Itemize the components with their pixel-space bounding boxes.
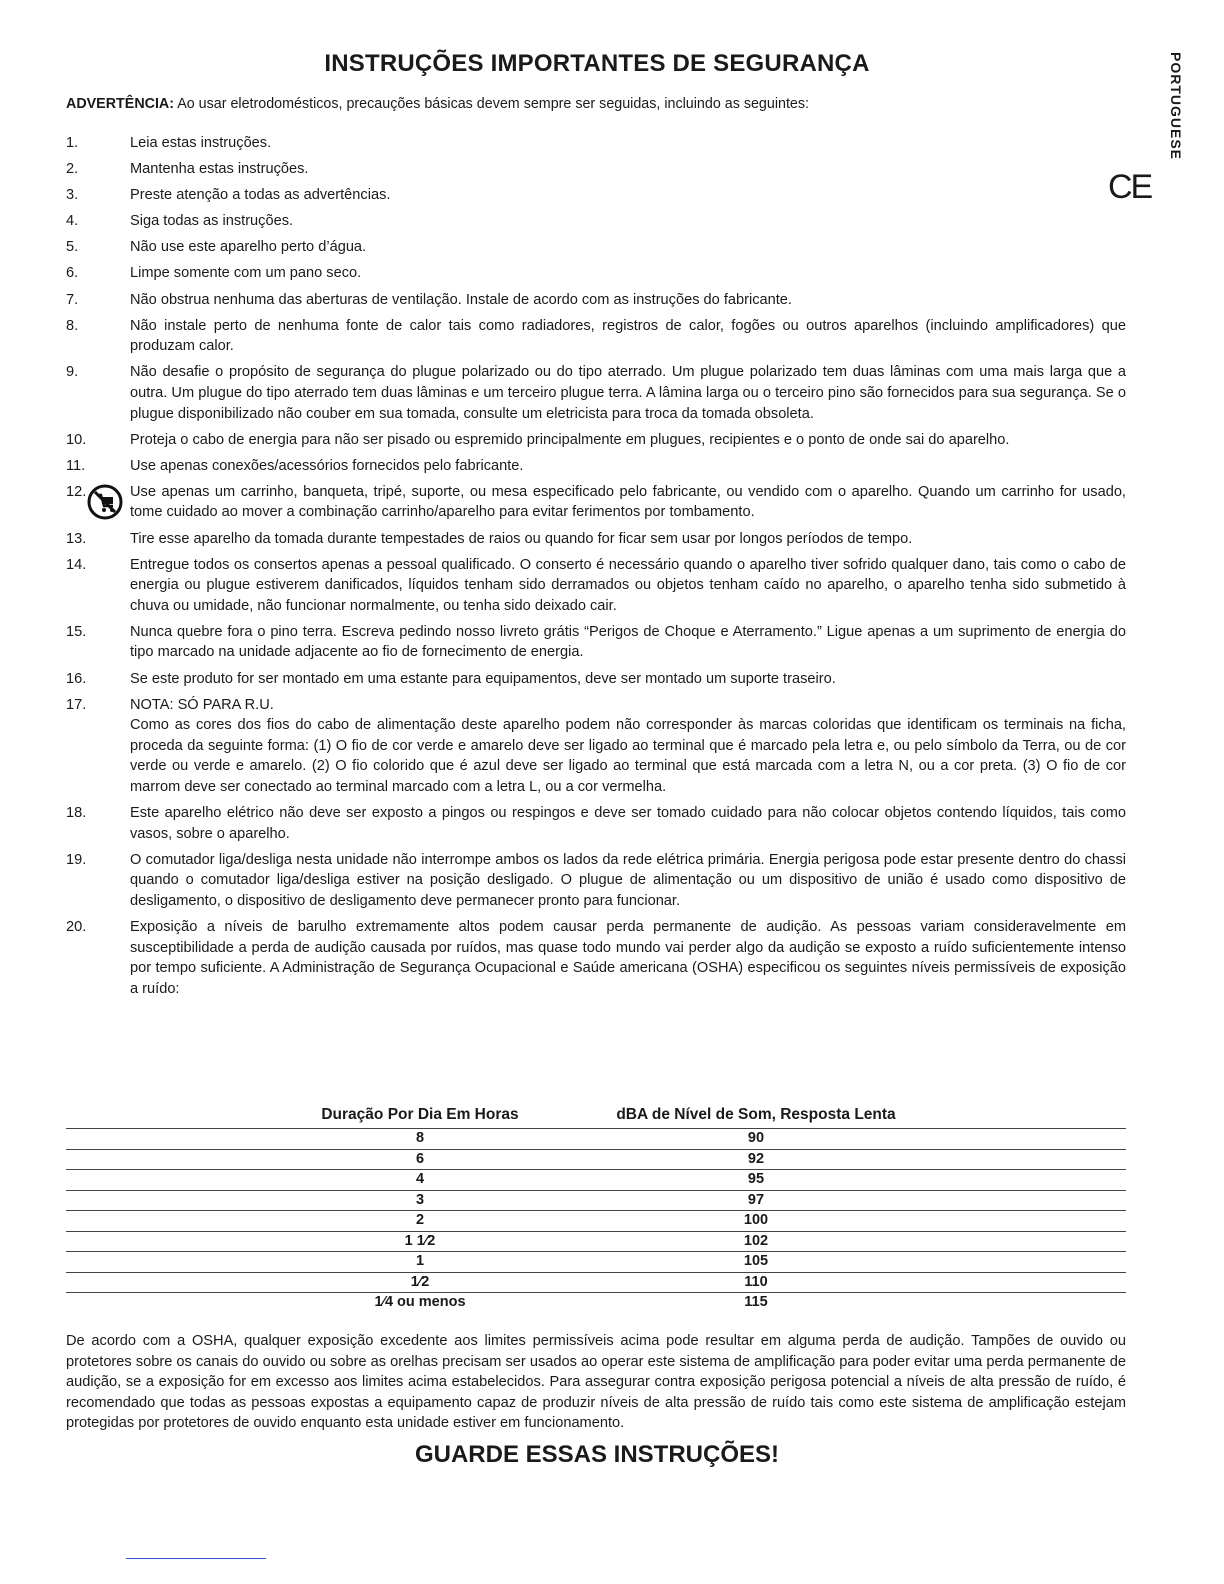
table-row bbox=[66, 1292, 1126, 1313]
item-text: Não desafie o propósito de segurança do plugue polarizado ou do tipo aterrado. Um plugue polarizado tem duas lâminas com uma mais larga que a outra. Um plugue do tipo aterrado tem duas lâminas e um terceiro plugue terra. A lâmina larga ou o terceiro pino são fornecidos para sua segurança. Se o plugue disponibilizado não couber em sua tomada, consulte um eletricista para troca da tomada obsoleta. bbox=[130, 364, 1126, 422]
uk-note-label: NOTA: SÓ PARA R.U. bbox=[130, 696, 274, 713]
dba-cell: 102 bbox=[743, 1232, 769, 1249]
dba-cell: 100 bbox=[743, 1212, 769, 1228]
table-row bbox=[66, 1231, 1126, 1252]
duration-cell: 1⁄4 ou menos bbox=[374, 1294, 466, 1310]
item-number: 1. bbox=[66, 135, 79, 151]
item-text: Siga todas as instruções. bbox=[130, 213, 294, 230]
item-text: Exposição a níveis de barulho extremamente altos podem causar perda permanente de audição. As pessoas variam consideravelmente em susceptibilidade a perda de audição causada por ruídos, mas quase todo mundo vai perder algo da audição se exposto a ruído suficientemente intenso por tempo suficiente. A Administração de Segurança Ocupacional e Saúde americana (OSHA) especificou os seguintes níveis permissíveis de exposição a ruído: bbox=[130, 919, 1126, 997]
item-number: 8. bbox=[66, 317, 79, 334]
page-title: INSTRUÇÕES IMPORTANTES DE SEGURANÇA bbox=[324, 50, 870, 77]
list-item bbox=[66, 237, 1126, 258]
item-number-cell bbox=[66, 482, 130, 523]
table-header-row bbox=[66, 1106, 1126, 1128]
item-text: Não use este aparelho perto d’água. bbox=[130, 239, 367, 256]
item-number: 16. bbox=[66, 670, 87, 687]
ce-mark-icon: CE bbox=[1108, 168, 1152, 206]
item-text: Não instale perto de nenhuma fonte de calor tais como radiadores, registros de calor, fogões ou outros aparelhos (incluindo amplificadores) que produzam calor. bbox=[130, 317, 1126, 355]
cart-tip-over-warning-icon bbox=[87, 484, 123, 520]
item-text: Este aparelho elétrico não deve ser exposto a pingos ou respingos e deve ser tomado cuidado para não colocar objetos contendo líquidos, tais como vasos, sobre o aparelho. bbox=[130, 805, 1126, 842]
item-number: 20. bbox=[66, 919, 87, 936]
item-text: Mantenha estas instruções. bbox=[130, 161, 309, 178]
table-row bbox=[66, 1128, 1126, 1149]
item-text: Como as cores dos fios do cabo de alimentação deste aparelho podem não corresponder às marcas coloridas que identificam os terminais na ficha, proceda da seguinte forma: (1) O fio de cor verde e amarelo deve ser ligado ao terminal que é marcado pela letra e, ou pelo símbolo da Terra, ou de cor verde ou verde e amarelo. (2) O fio colorido que é azul deve ser ligado ao terminal que está marcada com a letra N, ou a cor preta. (3) O fio de cor marrom deve ser conectado ao terminal marcado com a letra L, ou a cor vermelha. bbox=[130, 717, 1126, 796]
item-text-block bbox=[130, 695, 1126, 798]
duration-cell: 4 bbox=[415, 1171, 425, 1187]
duration-cell: 8 bbox=[415, 1130, 425, 1146]
warning-text: Ao usar eletrodomésticos, precauções básicas devem sempre ser seguidas, incluindo as seguintes: bbox=[174, 96, 809, 112]
item-text: Se este produto for ser montado em uma estante para equipamentos, deve ser montado um suporte traseiro. bbox=[130, 670, 836, 687]
item-number: 7. bbox=[66, 291, 79, 308]
warning-line bbox=[66, 96, 1126, 112]
list-item bbox=[66, 430, 1126, 451]
item-number: 5. bbox=[66, 239, 79, 256]
item-text: Nunca quebre fora o pino terra. Escreva pedindo nosso livreto grátis “Perigos de Choque e Aterramento.” Ligue apenas a um suprimento de energia do tipo marcado na unidade adjacente ao fio de fornecimento de energia. bbox=[130, 623, 1126, 661]
list-item bbox=[66, 133, 1126, 154]
header-duration: Duração Por Dia Em Horas bbox=[321, 1106, 519, 1123]
table-row bbox=[66, 1169, 1126, 1190]
item-text: Limpe somente com um pano seco. bbox=[130, 265, 362, 282]
dba-cell: 110 bbox=[744, 1273, 768, 1290]
list-item bbox=[66, 456, 1126, 477]
item-number: 15. bbox=[66, 623, 87, 640]
table-row bbox=[66, 1251, 1126, 1272]
item-number: 11. bbox=[66, 457, 86, 474]
item-text: Use apenas conexões/acessórios fornecidos pelo fabricante. bbox=[130, 457, 524, 474]
item-number: 18. bbox=[66, 805, 87, 822]
duration-cell: 3 bbox=[415, 1191, 425, 1208]
item-text: Use apenas um carrinho, banqueta, tripé, suporte, ou mesa especificado pelo fabricante, ou vendido com o aparelho. Quando um carrinho for usado, tome cuidado ao mover a combinação carrinho/aparelho para evitar ferimentos por tombamento. bbox=[130, 483, 1126, 521]
dba-cell: 95 bbox=[747, 1171, 765, 1187]
item-number: 9. bbox=[66, 364, 79, 381]
list-item bbox=[66, 362, 1126, 424]
dba-cell: 105 bbox=[743, 1253, 769, 1269]
duration-cell: 6 bbox=[415, 1150, 425, 1167]
table-row bbox=[66, 1272, 1126, 1293]
duration-cell: 1⁄2 bbox=[410, 1273, 430, 1290]
list-item bbox=[66, 290, 1126, 311]
warning-label: ADVERTÊNCIA: bbox=[66, 96, 175, 112]
list-item bbox=[66, 622, 1126, 663]
list-item bbox=[66, 850, 1126, 912]
duration-cell: 1 1⁄2 bbox=[404, 1232, 436, 1249]
list-item bbox=[66, 211, 1126, 232]
item-text: Preste atenção a todas as advertências. bbox=[130, 187, 391, 204]
duration-cell: 2 bbox=[415, 1212, 425, 1228]
item-number: 2. bbox=[66, 161, 79, 178]
list-item bbox=[66, 316, 1126, 357]
item-number: 3. bbox=[66, 187, 79, 204]
item-number: 14. bbox=[66, 556, 87, 573]
item-text: Proteja o cabo de energia para não ser pisado ou espremido principalmente em plugues, recipientes e o ponto de onde sai do aparelho. bbox=[130, 431, 1010, 448]
item-text: Tire esse aparelho da tomada durante tempestades de raios ou quando for ficar sem usar por longos períodos de tempo. bbox=[130, 530, 913, 547]
item-number: 13. bbox=[66, 530, 87, 547]
save-instructions-heading: GUARDE ESSAS INSTRUÇÕES! bbox=[414, 1441, 780, 1468]
table-row bbox=[66, 1210, 1126, 1231]
dba-cell: 97 bbox=[747, 1191, 765, 1208]
bottom-divider bbox=[126, 1558, 266, 1559]
table-row bbox=[66, 1149, 1126, 1170]
duration-cell: 1 bbox=[415, 1253, 425, 1269]
list-item bbox=[66, 529, 1126, 550]
list-item bbox=[66, 917, 1126, 999]
item-text: O comutador liga/desliga nesta unidade não interrompe ambos os lados da rede elétrica primária. Energia perigosa pode estar presente dentro do chassi quando o comutador liga/desliga estiver na posição desligado. O plugue de alimentação ou um dispositivo de união é usado como dispositivo de desligamento, o dispositivo de desligamento deve permanecer pronto para funcionar. bbox=[130, 851, 1126, 909]
item-number: 17. bbox=[66, 696, 87, 713]
list-item bbox=[66, 159, 1126, 180]
dba-cell: 90 bbox=[747, 1130, 765, 1146]
dba-cell: 92 bbox=[747, 1150, 765, 1167]
header-sound-level: dBA de Nível de Som, Resposta Lenta bbox=[616, 1106, 896, 1123]
item-number: 10. bbox=[66, 431, 87, 448]
list-item bbox=[66, 263, 1126, 284]
list-item bbox=[66, 482, 1126, 523]
item-text: Leia estas instruções. bbox=[130, 135, 272, 151]
osha-paragraph: De acordo com a OSHA, qualquer exposição excedente aos limites permissíveis acima pode resultar em alguma perda de audição. Tampões de ouvido ou protetores sobre os canais do ouvido ou sobre as orelhas precisam ser usados ao operar este sistema de amplificação para poder evitar uma perda permanente de audição, se a exposição for em excesso aos limites acima estabelecidos. Para assegurar contra exposição perigosa potencial a níveis de alta pressão de ruído, é recomendado que todas as pessoas expostas a equipamento capaz de produzir níveis de alta pressão de ruído tais como este sistema de amplificação estejam protegidas por protetores de ouvido enquanto esta unidade estiver em funcionamento. bbox=[66, 1333, 1126, 1431]
item-text: Não obstrua nenhuma das aberturas de ventilação. Instale de acordo com as instruções do fabricante. bbox=[130, 291, 792, 308]
item-number: 19. bbox=[66, 851, 87, 868]
noise-exposure-table bbox=[66, 1106, 1126, 1313]
list-item bbox=[66, 555, 1126, 617]
item-text: Entregue todos os consertos apenas a pessoal qualificado. O conserto é necessário quando o aparelho tiver sofrido qualquer dano, tais como o cabo de energia ou plugue estiverem danificados, líquidos tenham sido derramados ou objetos tenham caído no aparelho, o aparelho tenha sido submetido à chuva ou umidade, não funcionar normalmente, ou tenha sido deixado cair. bbox=[130, 556, 1126, 614]
list-item bbox=[66, 695, 1126, 798]
list-item bbox=[66, 185, 1126, 206]
item-number: 12. bbox=[66, 483, 87, 500]
dba-cell: 115 bbox=[744, 1294, 768, 1310]
item-number: 6. bbox=[66, 265, 79, 282]
instruction-list bbox=[66, 133, 1126, 1005]
item-number: 4. bbox=[66, 213, 79, 230]
table-row bbox=[66, 1190, 1126, 1211]
list-item bbox=[66, 669, 1126, 690]
list-item bbox=[66, 803, 1126, 844]
language-side-label: PORTUGUESE bbox=[1168, 52, 1184, 161]
